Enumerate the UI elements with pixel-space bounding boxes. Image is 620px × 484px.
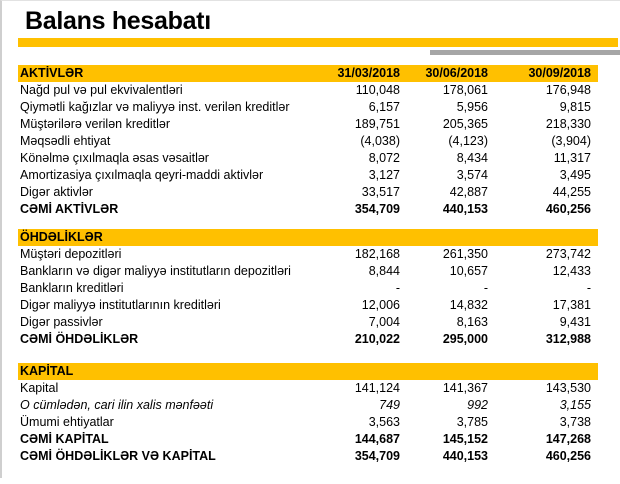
- row-label: Müştəri depozitləri: [20, 247, 122, 261]
- row-value: 8,844: [368, 264, 400, 278]
- row-value: 141,124: [354, 381, 400, 395]
- row-value: -: [586, 281, 591, 295]
- table-row: [18, 380, 598, 397]
- row-value: 205,365: [442, 117, 488, 131]
- row-label: Digər maliyyə institutlarının kreditləri: [20, 298, 221, 312]
- total-row-ohdelikler: [18, 331, 598, 348]
- row-label: CƏMİ AKTİVLƏR: [20, 202, 119, 216]
- row-value: 440,153: [442, 449, 488, 463]
- row-value: 178,061: [442, 83, 488, 97]
- row-value: -: [395, 281, 400, 295]
- row-value: 3,785: [456, 415, 488, 429]
- column-header-date-1: 31/03/2018: [337, 66, 400, 80]
- row-value: 189,751: [354, 117, 400, 131]
- page-title: Balans hesabatı: [25, 7, 211, 35]
- table-row: [18, 297, 598, 314]
- row-value: (4,038): [360, 134, 400, 148]
- row-label: CƏMİ ÖHDƏLİKLƏR VƏ KAPİTAL: [20, 449, 216, 463]
- row-label: Məqsədli ehtiyat: [20, 134, 111, 148]
- row-value: 44,255: [552, 185, 591, 199]
- row-value: 295,000: [442, 332, 488, 346]
- table-row: [18, 263, 598, 280]
- table-row: [18, 116, 598, 133]
- report-page: [2, 7, 620, 484]
- row-value: 261,350: [442, 247, 488, 261]
- section-header-ohdelikler: [18, 229, 598, 246]
- row-value: 176,948: [545, 83, 591, 97]
- row-value: 6,157: [368, 100, 400, 114]
- row-value: 312,988: [545, 332, 591, 346]
- title-accent-rule: [18, 38, 618, 47]
- row-value: 3,574: [456, 168, 488, 182]
- row-value: 9,815: [559, 100, 591, 114]
- row-label: Könəlmə çıxılmaqla əsas vəsaitlər: [20, 151, 209, 165]
- row-label: CƏMİ ÖHDƏLİKLƏR: [20, 332, 139, 346]
- row-value: 354,709: [354, 202, 400, 216]
- row-label: O cümlədən, cari ilin xalis mənfəəti: [20, 398, 214, 412]
- row-value: 14,832: [449, 298, 488, 312]
- section-title: KAPİTAL: [20, 364, 74, 378]
- row-value: 17,381: [552, 298, 591, 312]
- total-row-ohdelikler-ve-kapital: [18, 448, 598, 465]
- row-value: 7,004: [368, 315, 400, 329]
- row-value: -: [483, 281, 488, 295]
- row-label: Ümumi ehtiyatlar: [20, 415, 114, 429]
- table-row: [18, 133, 598, 150]
- row-label: Bankların kreditləri: [20, 281, 124, 295]
- total-row-kapital: [18, 431, 598, 448]
- row-label: Bankların və digər maliyyə institutların depozitləri: [20, 264, 291, 278]
- row-label: Müştərilərə verilən kreditlər: [20, 117, 171, 131]
- table-row: [18, 414, 598, 431]
- table-row: [18, 82, 598, 99]
- row-value: 145,152: [442, 432, 488, 446]
- row-value: (3,904): [551, 134, 591, 148]
- section-spacer: [18, 218, 598, 229]
- total-row-aktivler: [18, 201, 598, 218]
- row-value: 3,127: [368, 168, 400, 182]
- row-value: 460,256: [545, 449, 591, 463]
- row-value: (4,123): [448, 134, 488, 148]
- section-spacer: [18, 348, 598, 363]
- row-value: 3,563: [368, 415, 400, 429]
- row-value: 33,517: [361, 185, 400, 199]
- row-value: 992: [467, 398, 488, 412]
- table-row: [18, 167, 598, 184]
- row-value: 12,006: [361, 298, 400, 312]
- secondary-gray-rule: [430, 50, 620, 55]
- row-value: 8,072: [368, 151, 400, 165]
- row-value: 440,153: [442, 202, 488, 216]
- row-value: 141,367: [442, 381, 488, 395]
- row-label: Qiymətli kağızlar və maliyyə inst. verilən kreditlər: [20, 100, 290, 114]
- row-value: 11,317: [553, 151, 591, 165]
- row-value: 9,431: [559, 315, 591, 329]
- row-value: 144,687: [354, 432, 400, 446]
- row-value: 3,155: [559, 398, 591, 412]
- table-row: [18, 246, 598, 263]
- row-label: Amortizasiya çıxılmaqla qeyri-maddi aktivlər: [20, 168, 264, 182]
- row-value: 5,956: [456, 100, 488, 114]
- section-title: ÖHDƏLİKLƏR: [20, 230, 103, 244]
- table-row: [18, 99, 598, 116]
- row-value: 218,330: [545, 117, 591, 131]
- row-value: 147,268: [545, 432, 591, 446]
- table-row: [18, 150, 598, 167]
- table-row: [18, 280, 598, 297]
- row-value: 354,709: [354, 449, 400, 463]
- row-value: 3,495: [559, 168, 591, 182]
- row-label: CƏMİ KAPİTAL: [20, 432, 109, 446]
- row-label: Digər aktivlər: [20, 185, 93, 199]
- row-value: 749: [379, 398, 400, 412]
- table-row-net-profit: [18, 397, 598, 414]
- row-label: Kapital: [20, 381, 59, 395]
- row-value: 10,657: [449, 264, 488, 278]
- row-value: 182,168: [354, 247, 400, 261]
- row-value: 210,022: [354, 332, 400, 346]
- row-value: 8,434: [456, 151, 488, 165]
- row-value: 273,742: [545, 247, 591, 261]
- section-title: AKTİVLƏR: [20, 66, 84, 80]
- row-value: 460,256: [545, 202, 591, 216]
- row-value: 42,887: [449, 185, 488, 199]
- row-value: 143,530: [545, 381, 591, 395]
- row-value: 8,163: [456, 315, 488, 329]
- table-row: [18, 184, 598, 201]
- row-value: 12,433: [552, 264, 591, 278]
- row-label: Nağd pul və pul ekvivalentləri: [20, 83, 183, 97]
- column-header-date-2: 30/06/2018: [425, 66, 488, 80]
- row-value: 3,738: [559, 415, 591, 429]
- balance-sheet-table: [18, 65, 598, 465]
- section-header-aktivler: [18, 65, 598, 82]
- column-header-date-3: 30/09/2018: [528, 66, 591, 80]
- row-label: Digər passivlər: [20, 315, 103, 329]
- row-value: 110,048: [355, 83, 400, 97]
- table-row: [18, 314, 598, 331]
- section-header-kapital: [18, 363, 598, 380]
